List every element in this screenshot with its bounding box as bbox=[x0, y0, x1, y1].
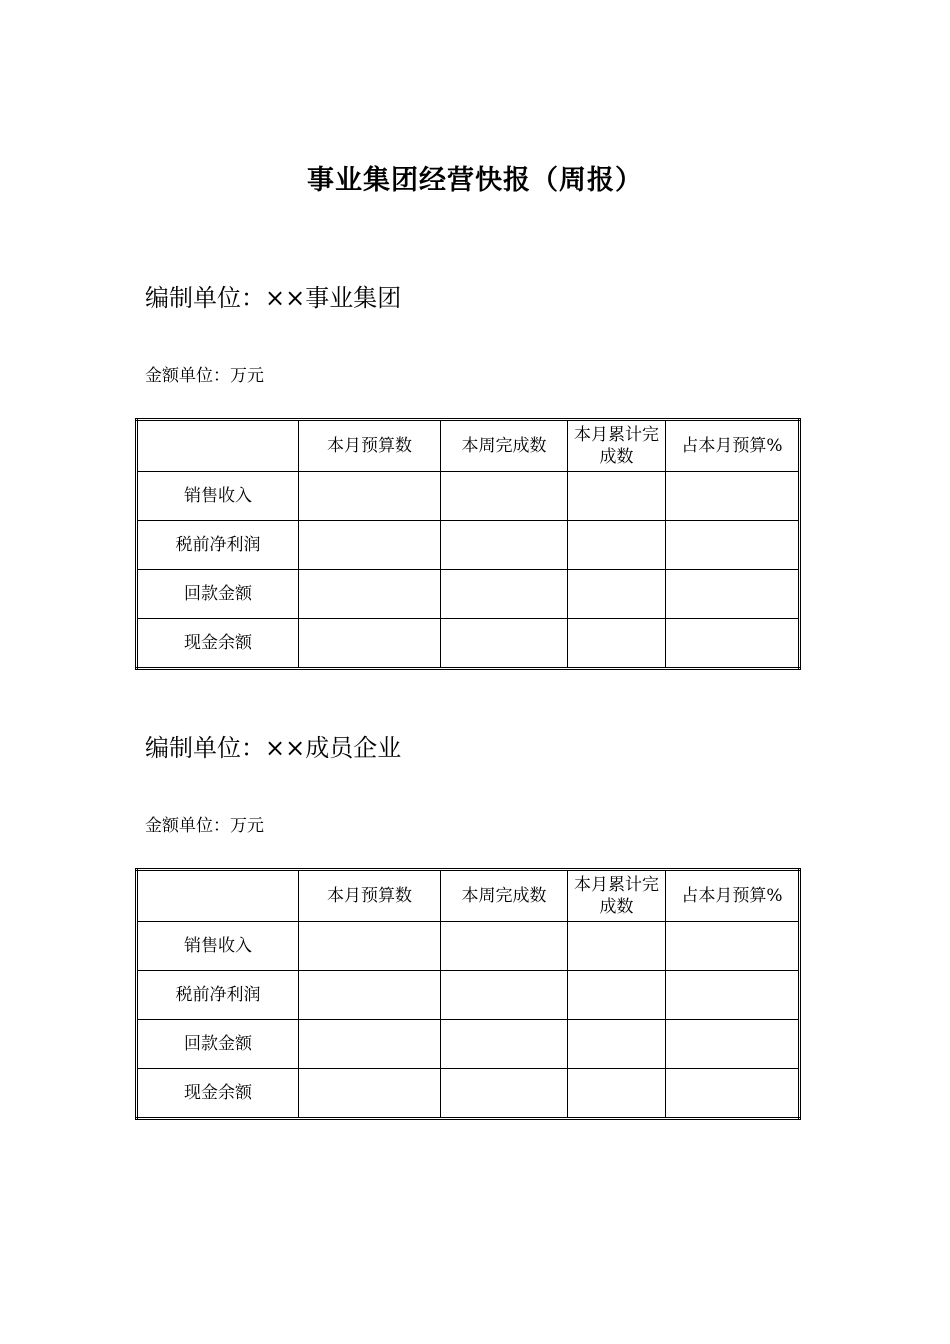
table-cell[interactable] bbox=[568, 1020, 666, 1069]
report-table-group bbox=[135, 418, 801, 670]
table-cell[interactable] bbox=[666, 1069, 800, 1119]
table-row bbox=[137, 1069, 800, 1119]
table-cell[interactable] bbox=[441, 922, 568, 971]
header-budget-percent: 占本月预算% bbox=[666, 420, 800, 472]
table-cell[interactable] bbox=[666, 521, 800, 570]
row-label-pretax-profit: 税前净利润 bbox=[137, 971, 299, 1020]
header-cell-empty bbox=[137, 870, 299, 922]
header-monthly-budget: 本月预算数 bbox=[299, 870, 441, 922]
row-label-sales: 销售收入 bbox=[137, 472, 299, 521]
table-cell[interactable] bbox=[568, 521, 666, 570]
table-cell[interactable] bbox=[441, 619, 568, 669]
table-row bbox=[137, 570, 800, 619]
table-cell[interactable] bbox=[299, 1020, 441, 1069]
table-cell[interactable] bbox=[568, 570, 666, 619]
org-unit-label: 编制单位：××事业集团 bbox=[145, 284, 402, 312]
header-cell-empty bbox=[137, 420, 299, 472]
table-cell[interactable] bbox=[299, 1069, 441, 1119]
table-cell[interactable] bbox=[666, 1020, 800, 1069]
table-cell[interactable] bbox=[568, 619, 666, 669]
table-cell[interactable] bbox=[299, 971, 441, 1020]
header-budget-percent: 占本月预算% bbox=[666, 870, 800, 922]
header-monthly-cumulative: 本月累计完成数 bbox=[568, 870, 666, 922]
row-label-pretax-profit: 税前净利润 bbox=[137, 521, 299, 570]
row-label-sales: 销售收入 bbox=[137, 922, 299, 971]
table-cell[interactable] bbox=[299, 570, 441, 619]
table-cell[interactable] bbox=[568, 922, 666, 971]
table-cell[interactable] bbox=[666, 472, 800, 521]
table-row bbox=[137, 619, 800, 669]
header-monthly-cumulative: 本月累计完成数 bbox=[568, 420, 666, 472]
table-cell[interactable] bbox=[441, 1020, 568, 1069]
table-cell[interactable] bbox=[666, 619, 800, 669]
table-cell[interactable] bbox=[441, 472, 568, 521]
money-unit-label: 金额单位：万元 bbox=[145, 816, 264, 836]
table-header-row bbox=[137, 870, 800, 922]
table-cell[interactable] bbox=[441, 1069, 568, 1119]
money-unit-label: 金额单位：万元 bbox=[145, 366, 264, 386]
table-cell[interactable] bbox=[441, 521, 568, 570]
org-unit-label: 编制单位：××成员企业 bbox=[145, 734, 402, 762]
report-table-member bbox=[135, 868, 801, 1120]
table-cell[interactable] bbox=[568, 472, 666, 521]
table-cell[interactable] bbox=[568, 971, 666, 1020]
table-cell[interactable] bbox=[299, 619, 441, 669]
table-row bbox=[137, 521, 800, 570]
header-weekly-actual: 本周完成数 bbox=[441, 870, 568, 922]
table-row bbox=[137, 971, 800, 1020]
header-monthly-budget: 本月预算数 bbox=[299, 420, 441, 472]
row-label-collections: 回款金额 bbox=[137, 1020, 299, 1069]
table-cell[interactable] bbox=[441, 971, 568, 1020]
table-cell[interactable] bbox=[299, 472, 441, 521]
table-cell[interactable] bbox=[666, 922, 800, 971]
table-cell[interactable] bbox=[299, 521, 441, 570]
table-cell[interactable] bbox=[666, 570, 800, 619]
table-row bbox=[137, 472, 800, 521]
table-cell[interactable] bbox=[299, 922, 441, 971]
table-row bbox=[137, 1020, 800, 1069]
header-weekly-actual: 本周完成数 bbox=[441, 420, 568, 472]
row-label-cash-balance: 现金余额 bbox=[137, 619, 299, 669]
table-cell[interactable] bbox=[441, 570, 568, 619]
table-cell[interactable] bbox=[666, 971, 800, 1020]
row-label-cash-balance: 现金余额 bbox=[137, 1069, 299, 1119]
table-cell[interactable] bbox=[568, 1069, 666, 1119]
table-header-row bbox=[137, 420, 800, 472]
page-title: 事业集团经营快报（周报） bbox=[307, 165, 643, 196]
table-row bbox=[137, 922, 800, 971]
row-label-collections: 回款金额 bbox=[137, 570, 299, 619]
